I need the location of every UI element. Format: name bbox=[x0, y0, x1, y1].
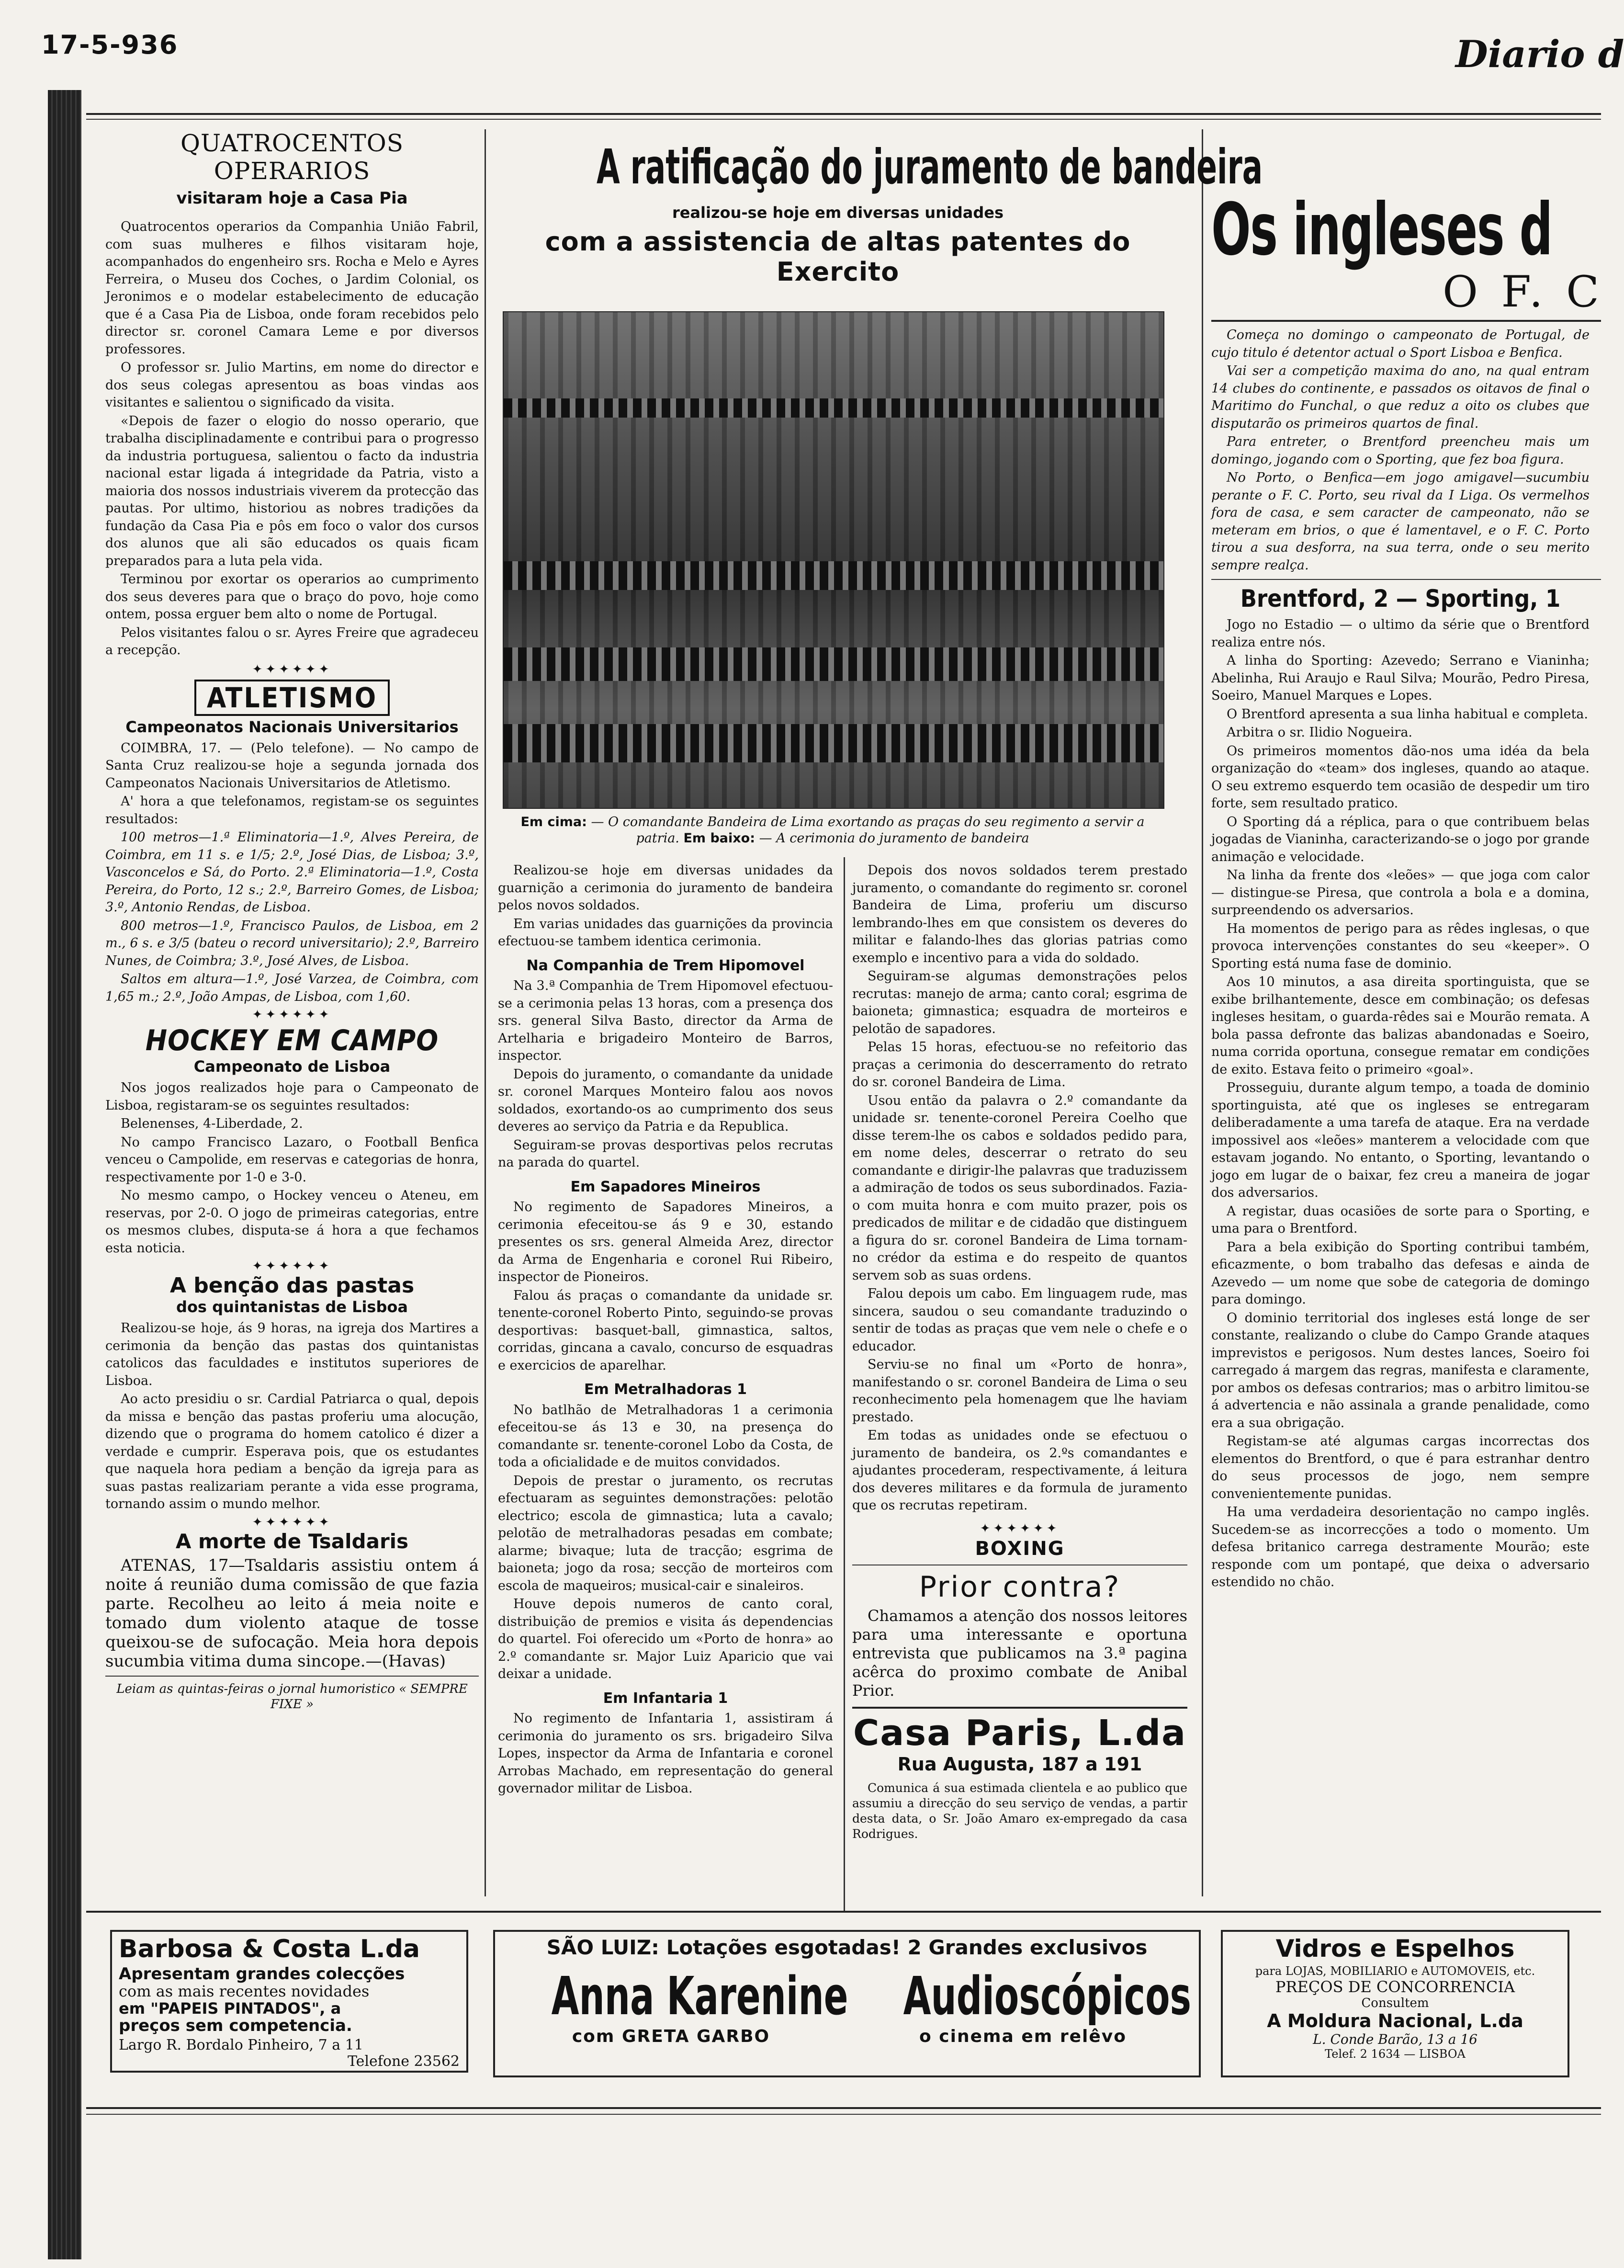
page-date: 17-5-936 bbox=[41, 30, 179, 60]
paragraph: No Porto, o Benfica—em jogo amigavel—sucumbiu perante o F. C. Porto, seu rival da I Liga. Os vermelhos fora de casa, e sem caracter de campeonato, não se meteram em brios, o que é lamentavel, e o F. C. Porto tirou a sua desforra, na sua terra, onde o seu merito sempre realça. bbox=[1211, 470, 1590, 573]
paragraph: Ha momentos de perigo para as rêdes inglesas, o que provoca intervenções constantes do seu «keeper». O Sporting está numa fase de dominio. bbox=[1211, 921, 1590, 971]
ingleses-subtitle: O F. C bbox=[1443, 267, 1604, 317]
column-right bbox=[1211, 188, 1604, 1592]
ornament-divider: ✦✦✦✦✦✦ bbox=[252, 1259, 332, 1273]
ad-barbosa-line: Apresentam grandes colecções bbox=[119, 1964, 405, 1984]
paragraph: Houve depois numeros de canto coral, distribuição de premios e visita ás dependencias do quartel. Foi oferecido um «Porto de honra» ao 2.º comandante sr. Major Luiz Aparicio que vai deixar a unidade. bbox=[498, 1597, 833, 1681]
boxing-title: BOXING bbox=[975, 1537, 1065, 1560]
paragraph: O Sporting dá a réplica, para o que contribuem belas jogadas de Vianinha, caracterizando-se o jogo por grande animação e velocidade. bbox=[1211, 814, 1590, 864]
column-separator bbox=[1202, 129, 1203, 1896]
caption-lead: Em baixo: bbox=[683, 831, 756, 846]
paragraph: Para entreter, o Brentford preencheu mais um domingo, jogando com o Sporting, que fez boa figura. bbox=[1211, 434, 1590, 467]
operarios-subtitle: visitaram hoje a Casa Pia bbox=[176, 189, 408, 208]
footer-rule bbox=[86, 2107, 1601, 2109]
paragraph: Usou então da palavra o 2.º comandante da unidade sr. tenente-coronel Pereira Coelho que disse terem-lhe os cabos e soldados pedido para, em nome deles, descerrar o retrato do seu comandante e dirigir-lhe palavras que traduzissem a admiração de todos os seus subordinados. Fazia-o com muita honra e com muito prazer, pois os predicados de militar e de cidadão que distinguem a figura do sr. coronel Bandeira de Lima tornam-no crédor da estima e do respeito de quantos servem sob as suas ordens. bbox=[852, 1093, 1187, 1283]
paragraph: Os primeiros momentos dão-nos uma idéa da bela organização do «team» dos ingleses, quando ao ataque. O seu extremo esquerdo tem ocasião de despedir um tiro forte, sem resultado pratico. bbox=[1211, 743, 1590, 811]
ad-vidros-line: para LOJAS, MOBILIARIO e AUTOMOVEIS, etc. bbox=[1255, 1964, 1535, 1978]
paragraph: 100 metros—1.ª Eliminatoria—1.º, Alves Pereira, de Coimbra, em 11 s. e 1/5; 2.º, José Dias, de Lisboa; 3.º, Vasconcelos e Sá, do Porto. 2.ª Eliminatoria—1.º, Costa Pereira, do Porto, 12 s.; 2.º, Barreiro Gomes, de Lisboa; 3.º, Antonio Rendas, de Lisboa. bbox=[105, 830, 479, 915]
ad-barbosa-phone: Telefone 23562 bbox=[348, 2053, 460, 2070]
section-subheading: Em Infantaria 1 bbox=[603, 1690, 728, 1707]
ad-barbosa-address: Largo R. Bordalo Pinheiro, 7 a 11 bbox=[119, 2037, 363, 2053]
paragraph: Depois dos novos soldados terem prestado juramento, o comandante do regimento sr. coronel Bandeira de Lima, proferiu um discurso lembrando-lhes em que consistem os deveres do militar e falando-lhes das glorias patrias como exemplo e incentivo para a vida do soldado. bbox=[852, 863, 1187, 965]
section-subheading: Em Metralhadoras 1 bbox=[584, 1381, 747, 1398]
paragraph: No regimento de Sapadores Mineiros, a cerimonia efeceitou-se ás 9 e 30, estando presentes os srs. general Almeida Arez, director da Arma de Engenharia e coronel Rui Ribeiro, inspector de Pioneiros. bbox=[498, 1200, 833, 1284]
casa-paris-address: Rua Augusta, 187 a 191 bbox=[897, 1753, 1142, 1775]
juramento-col2-body bbox=[852, 862, 1187, 1515]
paragraph: Prosseguiu, durante algum tempo, a toada de dominio sportinguista, até que os ingleses se entregaram deliberadamente a uma tarefa de ataque. Era na verdade impossivel aos «leões» manterem a velocidade com que estavam jogando. No entanto, o Sporting, levantando o jogo em lugar de o baixar, fez creu a maneira de jogar dos adversarios. bbox=[1211, 1080, 1590, 1200]
juramento-subtitle-2: com a assistencia de altas patentes do Exercito bbox=[545, 227, 1131, 287]
header-rule-thin bbox=[86, 119, 1601, 120]
ad-barbosa-line: com as mais recentes novidades bbox=[119, 1982, 370, 2000]
column-separator bbox=[844, 857, 845, 1911]
ad-vidros bbox=[1221, 1930, 1569, 2077]
paragraph: Depois de prestar o juramento, os recrutas efectuaram as seguintes demonstrações: pelotão electrico; escola de gimnastica; luta a cavalo; pelotão de metralhadoras pesadas em combate; alarme; bivaque; luta de tracção; esgrima de baioneta; jogo da rosa; secção de morteiros com escola de maqueiros; musical-cair e sinaleiros. bbox=[498, 1473, 833, 1593]
ad-vidros-name: Vidros e Espelhos bbox=[1275, 1935, 1515, 1962]
paragraph: A registar, duas ocasiões de sorte para o Sporting, e uma para o Brentford. bbox=[1211, 1203, 1590, 1236]
paragraph: Ao acto presidiu o sr. Cardial Patriarca o qual, depois da missa e benção das pastas proferiu uma alocução, dizendo que o programa do homem catolico é dizer a verdade e cumprir. Esperava pois, que os estudantes que naquela hora pediam a benção da igreja para as suas pastas realizariam perante a vida esse programa, tornando assim o mundo melhor. bbox=[105, 1392, 479, 1511]
ad-sao-luiz bbox=[493, 1930, 1201, 2077]
paragraph: Quatrocentos operarios da Companhia União Fabril, com suas mulheres e filhos visitaram hoje, acompanhados do engenheiro srs. Rocha e Melo e Ayres Ferreira, o Museu dos Coches, o Jardim Colonial, os Jeronimos e o modelar estabelecimento de educação que é a Casa Pia de Lisboa, onde foram recebidos pelo director sr. coronel Camara Leme e por diversos professores. bbox=[105, 219, 479, 357]
ingleses-title: Os ingleses d bbox=[1211, 188, 1552, 272]
ad-vidros-address: L. Conde Barão, 13 a 16 bbox=[1313, 2031, 1477, 2047]
ornament-divider: ✦✦✦✦✦✦ bbox=[252, 1515, 332, 1530]
paragraph: Na 3.ª Companhia de Trem Hipomovel efectuou-se a cerimonia pelas 13 horas, com a presença dos srs. general Silva Basto, director da Arma de Artelharia e brigadeiro Monteiro de Barros, inspector. bbox=[498, 978, 833, 1063]
ad-film-2-subtitle: o cinema em relêvo bbox=[919, 2027, 1127, 2046]
paragraph: 800 metros—1.º, Francisco Paulos, de Lisboa, em 2 m., 6 s. e 3/5 (bateu o record universitario); 2.º, Barreiro Nunes, de Coimbra; 3.º, José Alves, de Lisboa. bbox=[105, 918, 479, 968]
juramento-subtitle: realizou-se hoje em diversas unidades bbox=[672, 204, 1004, 222]
paragraph: Saltos em altura—1.º, José Varzea, de Coimbra, com 1,65 m.; 2.º, João Ampas, de Lisboa, com 1,60. bbox=[105, 972, 479, 1004]
hockey-title: HOCKEY EM CAMPO bbox=[145, 1024, 439, 1057]
paragraph: No mesmo campo, o Hockey venceu o Ateneu, em reservas, por 2-0. O jogo de primeiras categorias, entre os mesmos clubes, disputa-se á hora a que fechamos esta noticia. bbox=[105, 1188, 479, 1256]
ad-film-1-subtitle: com GRETA GARBO bbox=[572, 2027, 770, 2046]
caption-text: — O comandante Bandeira de Lima exortando as praças do seu regimento a servir a patria. bbox=[591, 815, 1145, 846]
paragraph: Terminou por exortar os operarios ao cumprimento dos seus deveres para que o braço do povo, hoje como ontem, possa erguer bem alto o nome de Portugal. bbox=[105, 572, 479, 622]
paragraph: Pelos visitantes falou o sr. Ayres Freire que agradeceu a recepção. bbox=[105, 625, 479, 658]
paragraph: Para a bela exibição do Sporting contribui também, eficazmente, o bom trabalho das defesas e ainda de Azevedo — um nome que sobe de categoria de domingo para domingo. bbox=[1211, 1239, 1590, 1307]
hockey-body bbox=[105, 1079, 479, 1257]
paragraph: Seguiram-se algumas demonstrações pelos recrutas: manejo de arma; canto coral; esgrima de baioneta; gimnastica; esquadra de morteiros e pelotão de sapadores. bbox=[852, 969, 1187, 1036]
paragraph: Falou ás praças o comandante da unidade sr. tenente-coronel Roberto Pinto, seguindo-se provas desportivas: basquet-ball, gimnastica, saltos, corridas, gincana a cavalo, concurso de esquadras e exercicios de aparelhar. bbox=[498, 1288, 833, 1373]
casa-paris-name: Casa Paris, L.da bbox=[853, 1712, 1187, 1754]
paragraph: Comunica á sua estimada clientela e ao publico que assumiu a direcção do seu serviço de vendas, a partir desta data, o Sr. João Amaro ex-empregado da casa Rodrigues. bbox=[852, 1780, 1187, 1841]
ad-film-2 bbox=[847, 1965, 1199, 2046]
atletismo-body bbox=[105, 740, 479, 1006]
paragraph: No regimento de Infantaria 1, assistiram á cerimonia do juramento os srs. brigadeiro Silva Lopes, inspector da Arma de Infantaria e coronel Arrobas Machado, em representação do general governador militar de Lisboa. bbox=[498, 1711, 833, 1796]
divider bbox=[852, 1707, 1187, 1709]
paragraph: ATENAS, 17—Tsaldaris assistiu ontem á noite á reunião duma comissão de que fazia parte. Recolheu ao leito á meia noite e tomado dum violento ataque de tosse queixou-se de sufocação. Meia hora depois sucumbia vitima duma sincope.—(Havas) bbox=[105, 1555, 479, 1671]
paragraph: No campo Francisco Lazaro, o Football Benfica venceu o Campolide, em reservas e categorias de honra, respectivamente por 1-0 e 3-0. bbox=[105, 1134, 479, 1185]
paragraph: Nos jogos realizados hoje para o Campeonato de Lisboa, registaram-se os seguintes resultados: bbox=[105, 1080, 479, 1113]
bencao-title: A benção das pastas bbox=[169, 1273, 415, 1298]
paragraph: «Depois de fazer o elogio do nosso operario, que trabalha disciplinadamente e contribui para o progresso da industria portuguesa, salientou o facto da industria nacional estar ligada á integridade da Patria, visto a maioria dos nossos industriais viverem da protecção das pautas. Por ultimo, historiou as nobres tradições da fundação da Casa Pia e pôs em foco o valor dos cursos dos alunos que ali são educados os quais ficam preparados para a luta pela vida. bbox=[105, 413, 479, 568]
ad-film-2-title: Audioscópicos bbox=[903, 1965, 1191, 2027]
bencao-body bbox=[105, 1320, 479, 1513]
atletismo-title: ATLETISMO bbox=[194, 680, 390, 716]
operarios-title: QUATROCENTOS OPERARIOS bbox=[180, 129, 404, 185]
ad-barbosa-name: Barbosa & Costa L.da bbox=[119, 1935, 420, 1963]
ceremony-photo bbox=[503, 311, 1164, 809]
paragraph: A' hora a que telefonamos, registam-se os seguintes resultados: bbox=[105, 794, 479, 827]
ads-rule bbox=[86, 1911, 1601, 1913]
bencao-subtitle: dos quintanistas de Lisboa bbox=[176, 1298, 408, 1316]
footer-rule-thin bbox=[86, 2114, 1601, 2115]
caption-text: — A cerimonia do juramento de bandeira bbox=[759, 831, 1029, 846]
boxing-body bbox=[852, 1607, 1187, 1700]
hockey-subtitle: Campeonato de Lisboa bbox=[193, 1057, 391, 1076]
paragraph: Na linha da frente dos «leões» — que joga com calor — distingue-se Piresa, que controla a bola e a domina, surpreendendo os adversarios. bbox=[1211, 868, 1590, 918]
ad-sao-luiz-top: SÃO LUIZ: Lotações esgotadas! 2 Grandes exclusivos bbox=[546, 1936, 1148, 1959]
ad-barbosa bbox=[110, 1930, 468, 2073]
photo-caption bbox=[503, 814, 1162, 847]
boxing-heading: Prior contra? bbox=[919, 1570, 1121, 1604]
paragraph: Jogo no Estadio — o ultimo da série que o Brentford realiza entre nós. bbox=[1211, 617, 1590, 650]
ingleses-body bbox=[1211, 616, 1590, 1591]
paragraph: Arbitra o sr. Ilidio Nogueira. bbox=[1227, 725, 1413, 740]
juramento-column-2 bbox=[852, 862, 1187, 1843]
column-separator bbox=[485, 129, 486, 1896]
divider bbox=[105, 1676, 479, 1677]
paragraph: Serviu-se no final um «Porto de honra», manifestando o sr. coronel Bandeira de Lima o seu reconhecimento pela homenagem que lhe haviam prestado. bbox=[852, 1357, 1187, 1425]
paragraph: Em varias unidades das guarnições da provincia efectuou-se tambem identica cerimonia. bbox=[498, 916, 833, 949]
paragraph: O dominio territorial dos ingleses está longe de ser constante, realizando o clube do Campo Grande ataques imprevistos e perigosos. Num destes lances, Soeiro foi carregado á margem das regras, manifesta e claramente, por ambos os defesas contrarios; mas o arbitro limitou-se á advertencia e não assinala a grande penalidade, como era a sua obrigação. bbox=[1211, 1310, 1590, 1430]
ingleses-lead bbox=[1211, 327, 1590, 574]
ad-vidros-line: A Moldura Nacional, L.da bbox=[1267, 2010, 1523, 2031]
casa-paris-body bbox=[852, 1780, 1187, 1842]
paragraph: Realizou-se hoje, ás 9 horas, na igreja dos Martires a cerimonia da benção das pastas dos quintanistas catolicos das faculdades e institutos superiores de Lisboa. bbox=[105, 1321, 479, 1388]
divider bbox=[1211, 320, 1601, 322]
atletismo-title-box bbox=[105, 680, 479, 716]
paragraph: Depois do juramento, o comandante da unidade sr. coronel Marques Monteiro falou aos novos soldados, exortando-os ao cumprimento dos seus deveres ao serviço da Patria e da Republica. bbox=[498, 1066, 833, 1134]
ornament-divider: ✦✦✦✦✦✦ bbox=[980, 1521, 1060, 1536]
section-subheading: Na Companhia de Trem Hipomovel bbox=[526, 957, 805, 974]
juramento-header bbox=[493, 139, 1263, 287]
juramento-column-1 bbox=[498, 862, 833, 1799]
juramento-col1-body bbox=[498, 862, 833, 1798]
binding-edge bbox=[48, 90, 81, 2259]
masthead: Diario d bbox=[1455, 33, 1624, 76]
ad-film-1-title: Anna Karenine bbox=[551, 1965, 848, 2027]
paragraph: Seguiram-se provas desportivas pelos recrutas na parada do quartel. bbox=[498, 1137, 833, 1170]
paragraph: Registam-se até algumas cargas incorrectas dos elementos do Brentford, o que é para estranhar dentro do seus processos de jogo, nem sempre convenientemente punidas. bbox=[1211, 1434, 1590, 1501]
paragraph: Belenenses, 4-Liberdade, 2. bbox=[121, 1116, 303, 1131]
section-subheading: Em Sapadores Mineiros bbox=[570, 1178, 761, 1195]
tsaldaris-title: A morte de Tsaldaris bbox=[175, 1529, 409, 1553]
ad-film-1 bbox=[495, 1965, 847, 2046]
tsaldaris-body bbox=[105, 1556, 479, 1671]
paragraph: Em todas as unidades onde se efectuou o juramento de bandeira, os 2.ºs comandantes e ajudantes procederam, respectivamente, á leitura dos deveres militares e da formula de juramento que os recrutas repetiram. bbox=[852, 1428, 1187, 1513]
ad-vidros-line: Consultem bbox=[1361, 1996, 1429, 2010]
paragraph: Ha uma verdadeira desorientação no campo inglês. Sucedem-se as incorrecções a todo o momento. Um defesa britanico carrega destramente Mourão; este responde com um pontapé, que deixa o adversario estendido no chão. bbox=[1211, 1505, 1590, 1589]
divider bbox=[1211, 579, 1601, 580]
ornament-divider: ✦✦✦✦✦✦ bbox=[252, 1008, 332, 1022]
paragraph: Começa no domingo o campeonato de Portugal, de cujo titulo é detentor actual o Sport Lisboa e Benfica. bbox=[1211, 328, 1590, 360]
column-left bbox=[105, 129, 479, 1712]
ad-vidros-line: PREÇOS DE CONCORRENCIA bbox=[1275, 1978, 1515, 1996]
paragraph: Aos 10 minutos, a asa direita sportinguista, que se exibe brilhantemente, desce em combinação; os defesas ingleses hesitam, o guarda-rêdes sai e Mourão remata. A bola passa defronte das balizas abandonadas e Soeiro, numa corrida oportuna, consegue rematar em condições de exito. Estava feito o primeiro «goal». bbox=[1211, 975, 1590, 1077]
header-rule bbox=[86, 113, 1601, 115]
operarios-body bbox=[105, 218, 479, 659]
ad-barbosa-line: preços sem competencia. bbox=[119, 2016, 352, 2035]
paragraph: Chamamos a atenção dos nossos leitores para uma interessante e oportuna entrevista que publicamos na 3.ª pagina acêrca do proximo combate de Anibal Prior. bbox=[852, 1606, 1187, 1700]
paragraph: COIMBRA, 17. — (Pelo telefone). — No campo de Santa Cruz realizou-se hoje a segunda jornada dos Campeonatos Nacionais Universitarios de Atletismo. bbox=[105, 740, 479, 791]
paragraph: Vai ser a competição maxima do ano, na qual entram 14 clubes do continente, e passados os oitavos de final o Maritimo do Funchal, o que reduz a oito os clubes que disputarão os primeiros quartos de final. bbox=[1211, 363, 1590, 431]
juramento-title: A ratificação do juramento de bandeira bbox=[597, 139, 1263, 195]
ad-vidros-phone: Telef. 2 1634 — LISBOA bbox=[1325, 2047, 1466, 2061]
paragraph: Falou depois um cabo. Em linguagem rude, mas sincera, saudou o seu comandante traduzindo o sentir de todas as praças que vem nele o chefe e o educador. bbox=[852, 1286, 1187, 1354]
atletismo-subtitle: Campeonatos Nacionais Universitarios bbox=[125, 717, 459, 736]
paragraph: O Brentford apresenta a sua linha habitual e completa. bbox=[1227, 706, 1588, 722]
ad-barbosa-line: em "PAPEIS PINTADOS", a bbox=[119, 1999, 341, 2018]
paragraph: Pelas 15 horas, efectuou-se no refeitorio das praças a cerimonia do descerramento do retrato do sr. coronel Bandeira de Lima. bbox=[852, 1040, 1187, 1089]
paragraph: No batlhão de Metralhadoras 1 a cerimonia efeceitou-se ás 13 e 30, na presença do comandante sr. tenente-coronel Lobo da Costa, de toda a oficialidade e de muitos convidados. bbox=[498, 1402, 833, 1470]
sempre-fixe-promo: Leiam as quintas-feiras o jornal humoristico « SEMPRE FIXE » bbox=[116, 1681, 468, 1712]
ornament-divider: ✦✦✦✦✦✦ bbox=[252, 662, 332, 677]
paragraph: Realizou-se hoje em diversas unidades da guarnição a cerimonia do juramento de bandeira pelos novos soldados. bbox=[498, 863, 833, 913]
paragraph: O professor sr. Julio Martins, em nome do director e dos seus colegas apresentou as boas vindas aos visitantes e salientou o significado da visita. bbox=[105, 360, 479, 410]
paragraph: A linha do Sporting: Azevedo; Serrano e Vianinha; Abelinha, Rui Araujo e Raul Silva; Mourão, Pedro Piresa, Soeiro, Manuel Marques e Lopes. bbox=[1211, 653, 1590, 703]
match-score: Brentford, 2 — Sporting, 1 bbox=[1240, 585, 1561, 612]
caption-lead: Em cima: bbox=[520, 815, 587, 829]
